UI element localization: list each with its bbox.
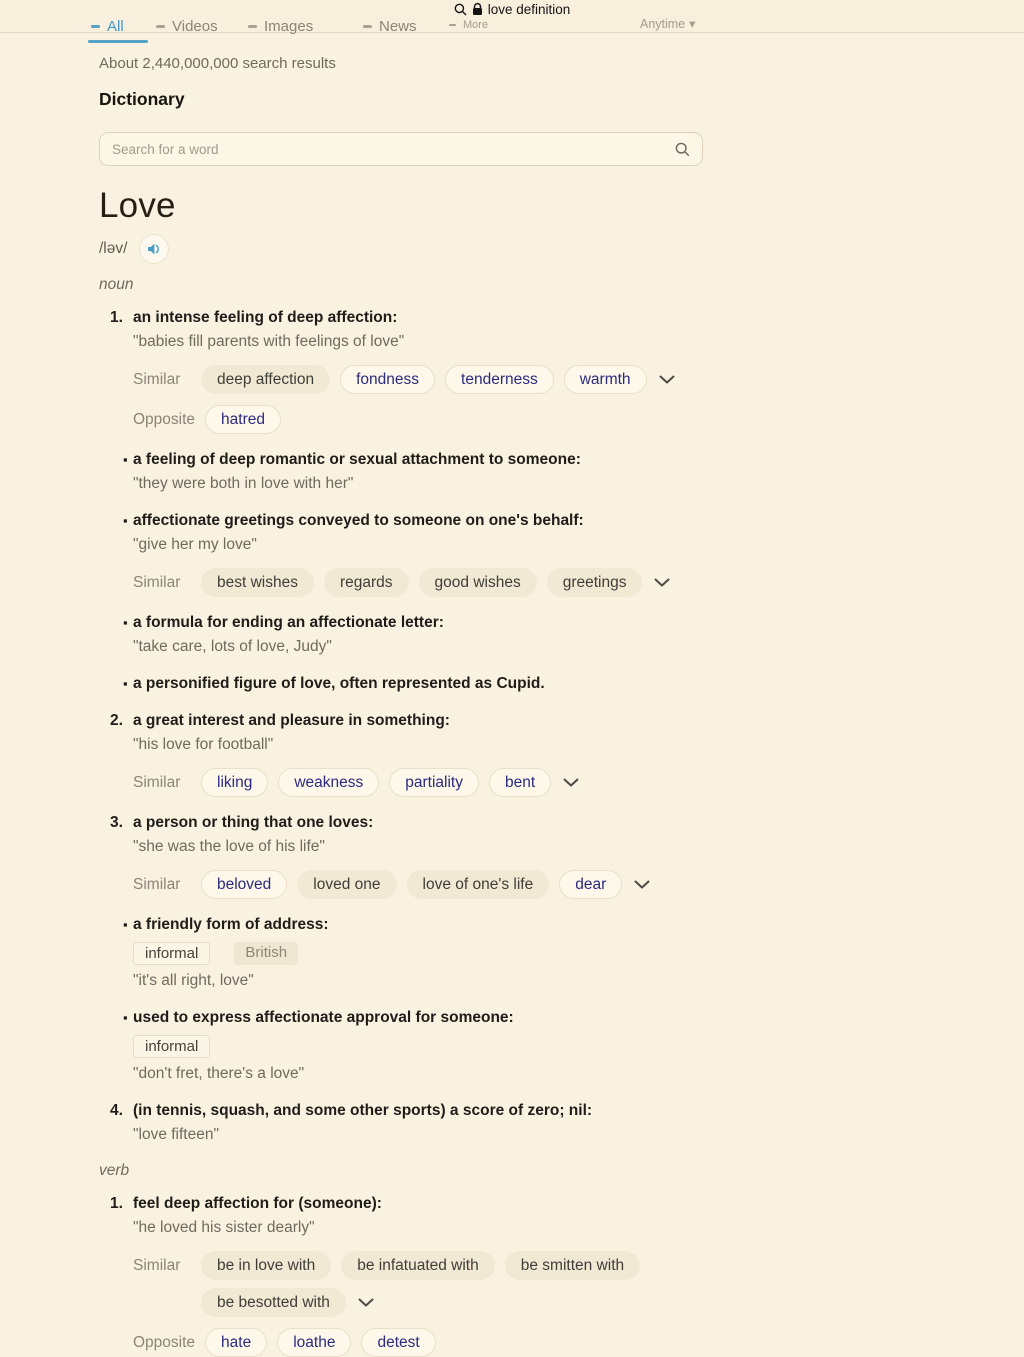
pronunciation-row [99, 234, 740, 264]
synonym-chip: best wishes [201, 568, 314, 597]
synonym-chip[interactable]: beloved [201, 870, 287, 899]
chevron-down-icon [634, 880, 650, 889]
tab-images-label: Images [264, 18, 314, 35]
synonym-chip: loved one [297, 870, 396, 899]
opposite-row [133, 405, 740, 434]
search-icon[interactable] [675, 142, 690, 157]
synonym-chip: greetings [547, 568, 643, 597]
browser-query-text: love definition [487, 2, 571, 17]
definition-noun-4 [99, 1099, 740, 1146]
sub-definition [99, 913, 740, 992]
opposite-row [133, 1328, 740, 1357]
expand-synonyms-button[interactable] [356, 1298, 376, 1307]
bullet [99, 672, 133, 695]
results-count: About 2,440,000,000 search results [99, 55, 336, 72]
bullet [99, 1006, 133, 1085]
definition-noun-1 [99, 306, 740, 434]
videos-icon [156, 25, 165, 28]
synonym-chip[interactable]: fondness [340, 365, 435, 394]
dictionary-module [99, 89, 740, 1357]
synonym-chip[interactable]: warmth [564, 365, 647, 394]
chevron-down-icon [659, 375, 675, 384]
definition-example: "it's all right, love" [133, 972, 254, 989]
expand-synonyms-button[interactable] [632, 880, 652, 889]
synonym-chip: good wishes [419, 568, 537, 597]
definition-text: a person or thing that one loves: [133, 814, 374, 831]
definition-number: 3. [110, 814, 123, 831]
synonym-chip: be infatuated with [341, 1251, 495, 1280]
definition-example: "babies fill parents with feelings of love" [133, 333, 405, 350]
definition-text: a formula for ending an affectionate letter: [133, 614, 444, 631]
bullet [99, 509, 133, 597]
chevron-down-icon: ▾ [689, 17, 696, 31]
tab-all[interactable] [91, 18, 124, 35]
synonym-chip: love of one's life [407, 870, 550, 899]
similar-row-continued [133, 1288, 740, 1317]
definition-example: "love fifteen" [133, 1126, 219, 1143]
expand-synonyms-button[interactable] [657, 375, 677, 384]
sub-definition [99, 672, 740, 695]
similar-label: Similar [133, 370, 181, 388]
antonym-chip[interactable]: detest [361, 1328, 435, 1357]
similar-row [133, 870, 740, 899]
synonym-chip: be in love with [201, 1251, 331, 1280]
all-tab-icon [91, 25, 100, 28]
part-of-speech-verb: verb [99, 1162, 130, 1179]
definition-text: a friendly form of address: [133, 916, 329, 933]
similar-row [133, 365, 740, 394]
definition-example: "his love for football" [133, 736, 274, 753]
bullet [99, 913, 133, 992]
bullet [99, 611, 133, 658]
search-tabs [0, 16, 1024, 35]
headword: Love [99, 186, 176, 225]
definition-text: feel deep affection for (someone): [133, 1195, 382, 1212]
usage-tag: informal [133, 1035, 210, 1058]
definition-text: an intense feeling of deep affection: [133, 309, 398, 326]
module-title: Dictionary [99, 89, 185, 109]
opposite-label: Opposite [133, 1333, 196, 1351]
tab-all-label: All [107, 18, 124, 35]
usage-tag: British [234, 942, 298, 965]
time-filter-label: Anytime [640, 16, 686, 31]
definition-example: "give her my love" [133, 536, 257, 553]
synonym-chip[interactable]: bent [489, 768, 551, 797]
browser-chrome [0, 0, 1024, 33]
chevron-down-icon [654, 578, 670, 587]
definition-text: a great interest and pleasure in something: [133, 712, 450, 729]
lock-icon [472, 3, 483, 16]
definition-number: 2. [110, 712, 123, 729]
tab-news[interactable] [363, 18, 417, 35]
tab-more-label: More [463, 19, 489, 31]
more-icon [449, 24, 456, 27]
news-icon [363, 25, 372, 28]
tab-images[interactable] [248, 18, 313, 35]
synonym-chip[interactable]: liking [201, 768, 268, 797]
tab-videos[interactable] [156, 18, 218, 35]
chevron-down-icon [358, 1298, 374, 1307]
definition-text: affectionate greetings conveyed to someone on one's behalf: [133, 512, 584, 529]
definition-text: a personified figure of love, often represented as Cupid. [133, 675, 545, 692]
antonym-chip[interactable]: hate [205, 1328, 267, 1357]
similar-row [133, 1251, 740, 1280]
similar-label: Similar [133, 573, 181, 591]
pronunciation: /ləv/ [99, 240, 128, 257]
images-icon [248, 25, 257, 28]
results-main [0, 33, 740, 1357]
similar-row [133, 568, 740, 597]
definition-text: a feeling of deep romantic or sexual attachment to someone: [133, 451, 581, 468]
expand-synonyms-button[interactable] [561, 778, 581, 787]
definition-example: "take care, lots of love, Judy" [133, 638, 332, 655]
word-search-box [99, 132, 703, 166]
active-tab-underline [88, 40, 148, 43]
definition-number: 1. [110, 309, 123, 326]
synonym-chip[interactable]: dear [559, 870, 622, 899]
definition-number: 4. [110, 1102, 123, 1119]
definition-text: used to express affectionate approval for someone: [133, 1009, 514, 1026]
definition-example: "she was the love of his life" [133, 838, 325, 855]
definition-verb-1 [99, 1192, 740, 1357]
similar-label: Similar [133, 875, 181, 893]
tab-news-label: News [379, 18, 417, 35]
bullet [99, 448, 133, 495]
synonym-chip: be besotted with [201, 1288, 346, 1317]
synonym-chip[interactable]: partiality [389, 768, 479, 797]
tab-more[interactable] [449, 19, 488, 31]
sub-definition [99, 448, 740, 495]
definition-number: 1. [110, 1195, 123, 1212]
antonym-chip[interactable]: hatred [205, 405, 281, 434]
speaker-icon [147, 242, 162, 256]
definition-example: "don't fret, there's a love" [133, 1065, 305, 1082]
similar-label: Similar [133, 1256, 181, 1274]
opposite-label: Opposite [133, 410, 196, 428]
synonym-chip[interactable]: tenderness [445, 365, 554, 394]
usage-tag: informal [133, 942, 210, 965]
word-search-input[interactable] [112, 142, 675, 157]
synonym-chip[interactable]: weakness [278, 768, 379, 797]
antonym-chip[interactable]: loathe [277, 1328, 351, 1357]
definition-example: "he loved his sister dearly" [133, 1219, 315, 1236]
time-filter-dropdown[interactable] [640, 16, 695, 31]
part-of-speech-noun: noun [99, 276, 134, 293]
definition-example: "they were both in love with her" [133, 475, 354, 492]
definition-text: (in tennis, squash, and some other sports) a score of zero; nil: [133, 1102, 593, 1119]
tab-videos-label: Videos [172, 18, 218, 35]
similar-label: Similar [133, 773, 181, 791]
sub-definition [99, 611, 740, 658]
synonym-chip: be smitten with [505, 1251, 640, 1280]
expand-synonyms-button[interactable] [652, 578, 672, 587]
search-icon [454, 3, 467, 16]
usage-tags [133, 942, 740, 965]
sub-definition [99, 1006, 740, 1085]
sub-definition [99, 509, 740, 597]
synonym-chip: regards [324, 568, 409, 597]
definition-noun-2 [99, 709, 740, 797]
definition-noun-3 [99, 811, 740, 899]
chevron-down-icon [563, 778, 579, 787]
synonym-chip: deep affection [201, 365, 330, 394]
similar-row [133, 768, 740, 797]
pronounce-button[interactable] [139, 234, 169, 264]
usage-tags [133, 1035, 740, 1058]
